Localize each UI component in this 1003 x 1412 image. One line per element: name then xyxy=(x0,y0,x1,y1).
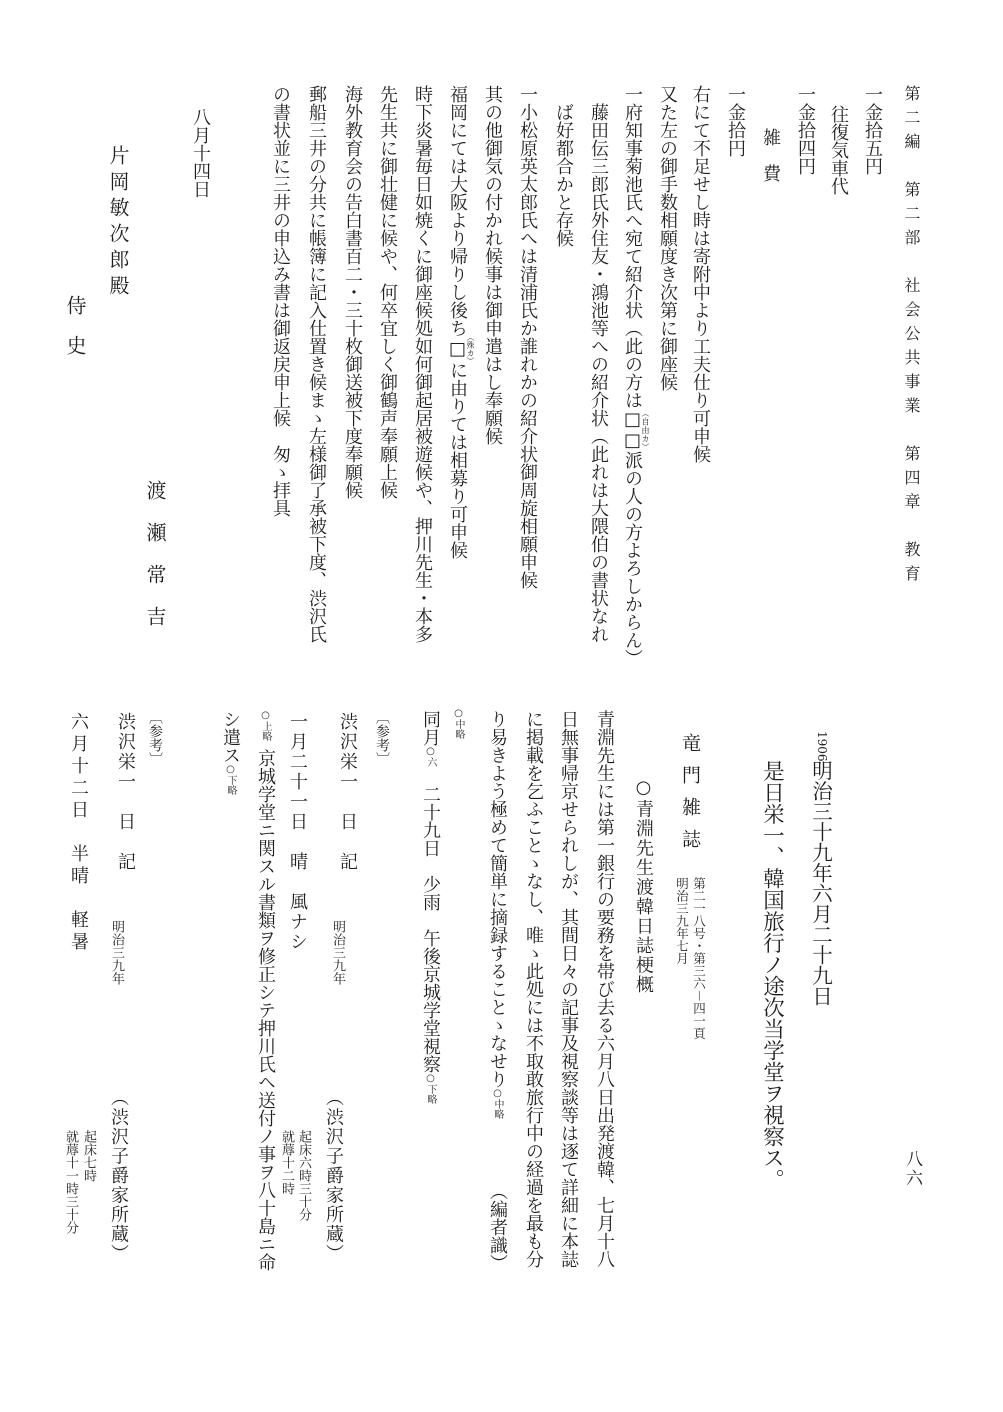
line-text-after: 派の人の方よろしからん） xyxy=(622,451,643,667)
diary-day: 同月 xyxy=(420,710,441,746)
letter-line-governor xyxy=(623,85,650,667)
letter-line: ば好都合かと存候 xyxy=(553,103,574,247)
letter-line: 時下炎暑毎日如焼くに御座候処如何御起居被遊候や、押川先生・本多 xyxy=(412,85,433,643)
sleep-time: 就蓐十一時三十分 xyxy=(63,1130,78,1234)
elision-mark: ○中略 xyxy=(453,708,464,739)
diary-text: 京城学堂ニ関スル書類ヲ修正シテ押川氏ヘ送付ノ事ヲ八十島ニ命 xyxy=(255,749,276,1271)
source-issue-date: 明治三九年七月 xyxy=(674,877,690,965)
running-head: 第二編 第二部 社会公共事業 第四章 教育 xyxy=(902,85,921,589)
reference-holder: （渋沢子爵家所蔵） xyxy=(323,1088,344,1264)
wake-time: 起床六時三十分 xyxy=(296,1130,311,1221)
reference-title: 渋沢栄一 日 記 xyxy=(337,712,358,872)
reference-holder: （渋沢子爵家所蔵） xyxy=(108,1088,129,1264)
reference-label: 〔参考〕 xyxy=(374,710,390,766)
illegible-character: □ xyxy=(447,333,468,365)
article-body-text: り易きよう極めて簡単に摘録することゝなせり xyxy=(487,710,508,1088)
entry-summary: 是日栄一、韓国旅行ノ途次当学堂ヲ視察ス。 xyxy=(759,760,785,1190)
letter-line: 藤田伝三郎氏外住友・鴻池等への紹介状（此れは大隈伯の書状なれ xyxy=(588,103,609,643)
page-number: 八六 xyxy=(902,1150,922,1188)
line-text-after: に由りては相募り可申候 xyxy=(447,361,468,559)
article-body-line: 青淵先生には第一銀行の要務を帯び去る六月八日出発渡韓、七月十八 xyxy=(594,710,615,1268)
article-title: ○青淵先生渡韓日誌梗概 xyxy=(633,777,654,995)
reference-label: 〔参考〕 xyxy=(147,710,163,766)
letter-sender: 渡瀬常吉 xyxy=(143,480,167,648)
expense-item-3: 一金拾円 xyxy=(725,85,746,157)
letter-date: 八月十四日 xyxy=(190,108,211,198)
gloss-text: （自由カ） xyxy=(641,409,650,451)
western-year: 1906 xyxy=(815,731,829,762)
letter-line: 又た左の御手数相願度き次第に御座候 xyxy=(657,85,678,391)
diary-date-line: 六月十二日 半晴 軽暑 xyxy=(68,712,89,954)
reference-year: 明治三九年 xyxy=(109,920,124,985)
elision-mark: ○中略 xyxy=(492,1088,503,1119)
reference-title: 渋沢栄一 日 記 xyxy=(115,712,136,872)
letter-line: 先生共に御壮健に候や、何卒宜しく御鶴声奉願上候 xyxy=(377,85,398,499)
expense-item-1: 一金拾五円 xyxy=(862,85,883,175)
elision-mark: ○上略 xyxy=(260,710,271,741)
elision-mark: ○下略 xyxy=(225,764,236,795)
diary-text: 二十九日 少雨 午後京城学堂視察 xyxy=(420,767,441,1073)
editorial-gloss xyxy=(447,333,475,365)
sleep-time: 就蓐十二時 xyxy=(279,1130,294,1195)
diary-date-line: 一月二十一日 晴 風ナシ xyxy=(287,712,308,952)
article-body-line: に掲載を乞ふことゝなし、唯ゝ此処には不取敢旅行中の経過を最も分 xyxy=(523,710,544,1268)
entry-date: 明治三十九年六月二十九日 xyxy=(808,760,833,1006)
diary-excerpt xyxy=(421,710,439,1104)
article-body-line-last xyxy=(488,710,506,1119)
expense-item-2-note: 雑 費 xyxy=(760,128,781,182)
elision-mark: ○下略 xyxy=(425,1073,436,1104)
wake-time: 起床七時 xyxy=(81,1130,96,1182)
article-body-line: 日無事帰京せられしが、其間日々の記事及視察談等は逐て詳細に本誌 xyxy=(558,710,579,1268)
diary-text: シ遣ス xyxy=(220,710,241,764)
illegible-characters: □□ xyxy=(622,409,643,451)
editorial-gloss xyxy=(622,409,650,451)
gloss-text: （殊カ） xyxy=(466,333,475,365)
expense-item-1-note: 往復気車代 xyxy=(828,105,849,195)
diary-text-line xyxy=(221,710,239,795)
letter-line: 其の他御気の付かれ候事は御申遣はし奉願候 xyxy=(482,85,503,445)
letter-line: 郵船三井の分共に帳簿に記入仕置き候まゝ左様御了承被下度、渋沢氏 xyxy=(306,85,327,643)
letter-recipient: 片岡敏次郎殿 xyxy=(106,145,130,301)
source-issue-pages: 第二一八号・第三六－四一頁 xyxy=(691,877,707,1040)
diary-text-line xyxy=(256,710,274,1271)
reference-year: 明治三九年 xyxy=(330,920,345,985)
line-text-before: 一府知事菊池氏へ宛て紹介状（此の方は xyxy=(622,85,643,409)
expense-item-2: 一金拾四円 xyxy=(795,85,816,175)
letter-line: 右にて不足せし時は寄附中より工夫仕り可申候 xyxy=(690,85,711,463)
line-text-before: 福岡にては大阪より帰りし後ち xyxy=(447,85,468,337)
editor-note: （編者識） xyxy=(487,1182,508,1272)
letter-line: 一小松原英太郎氏へは清浦氏か誰れかの紹介状御周旋相願申候 xyxy=(517,85,538,589)
letter-line: 海外教育会の告白書百二・三十枚御送被下度奉願候 xyxy=(342,85,363,499)
month-note: ○六 xyxy=(425,746,436,767)
letter-line: の書状並に三井の申込み書は御返戻申上候 匆ゝ拝具 xyxy=(270,85,291,517)
letter-line-fukuoka xyxy=(448,85,475,559)
letter-salutation: 侍史 xyxy=(63,295,87,375)
source-title: 竜門雑誌 xyxy=(679,733,701,861)
